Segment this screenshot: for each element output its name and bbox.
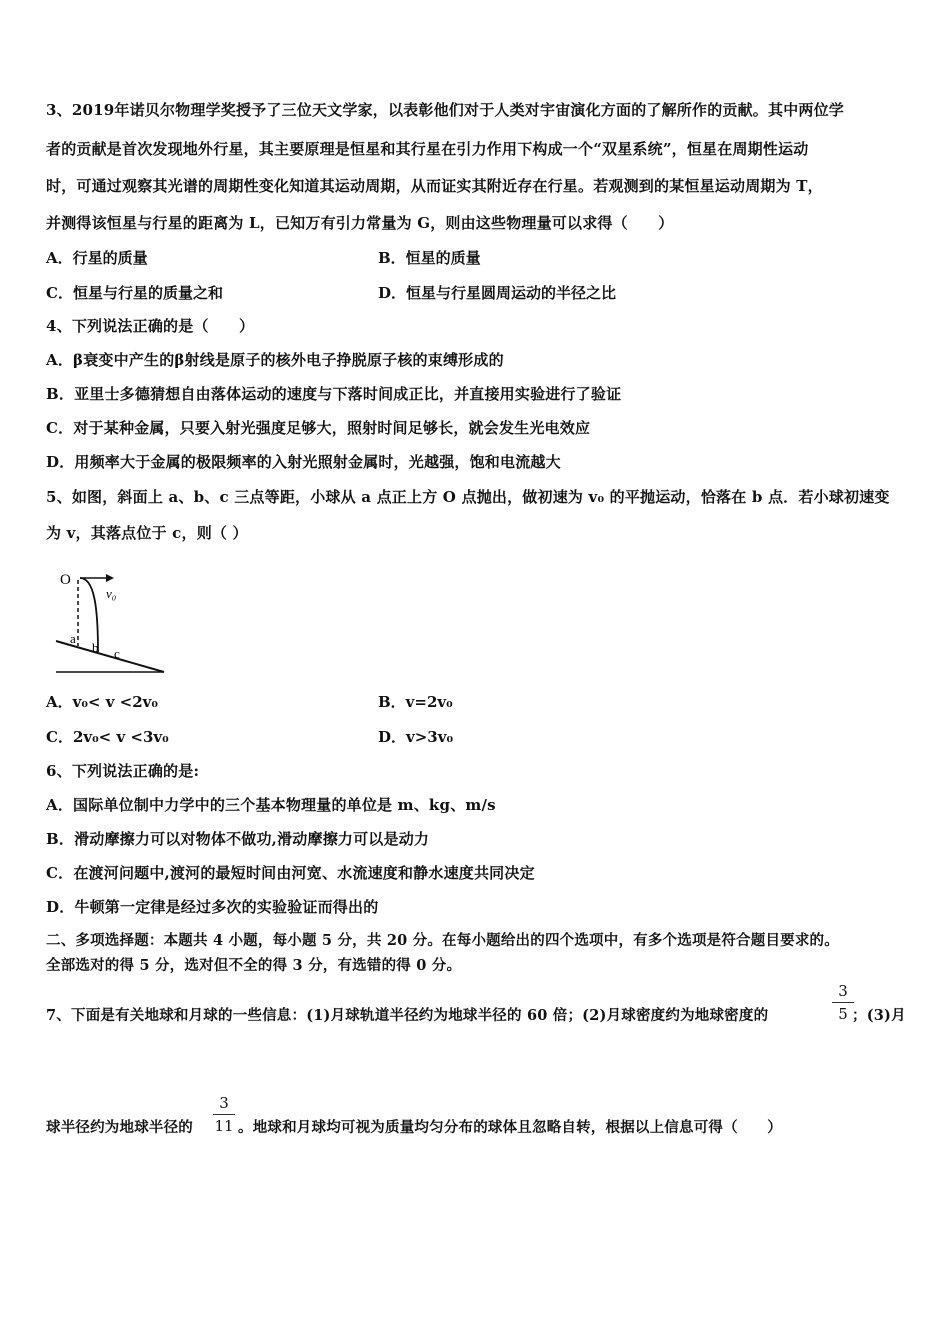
q6-option-b: B．滑动摩擦力可以对物体不做功,滑动摩擦力可以是动力 [46, 830, 430, 848]
q6-option-a: A．国际单位制中力学中的三个基本物理量的单位是 m、kg、m/s [46, 796, 496, 814]
q5-option-row-2 [46, 727, 454, 747]
q7-fraction-1 [832, 982, 854, 1023]
fraction-bar [213, 1114, 235, 1115]
q3-option-a: A．行星的质量 [46, 249, 148, 267]
q3-line-1: 3、2019年诺贝尔物理学奖授予了三位天文学家，以表彰他们对于人类对宇宙演化方面的了解所作的贡献。其中两位学 [46, 101, 844, 119]
q3-option-b: B．恒星的质量 [378, 249, 481, 267]
q3-line-2: 者的贡献是首次发现地外行星，其主要原理是恒星和其行星在引力作用下构成一个“双星系统”，恒星在周期性运动 [46, 140, 809, 158]
section2-line-2: 全部选对的得 5 分，选对但不全的得 3 分，有选错的得 0 分。 [46, 957, 462, 974]
q4-option-c: C．对于某种金属，只要入射光强度足够大，照射时间足够长，就会发生光电效应 [46, 419, 591, 437]
q3-option-d: D．恒星与行星圆周运动的半径之比 [378, 284, 617, 302]
q7-line-2-suffix: 。地球和月球均可视为质量均匀分布的球体且忽略自转，根据以上信息可得（ ） [238, 1119, 782, 1136]
velocity-arrowhead [106, 574, 114, 582]
q5-line-2: 为 v，其落点位于 c，则（ ） [46, 524, 248, 542]
q5-option-b: B．v=2v₀ [378, 693, 453, 711]
label-v0: v₀ [106, 586, 117, 601]
q5-option-a: A．v₀< v <2v₀ [46, 693, 158, 711]
q3-option-row-1 [46, 248, 481, 268]
q4-option-b: B．亚里士多德猜想自由落体运动的速度与下落时间成正比，并直接用实验进行了验证 [46, 385, 622, 403]
label-b: b [92, 640, 99, 655]
label-c: c [114, 646, 120, 661]
q7-line-1-suffix: ；(3)月 [852, 1007, 906, 1024]
q4-stem: 4、下列说法正确的是（ ） [46, 317, 255, 335]
q3-line-4: 并测得该恒星与行星的距离为 L，已知万有引力常量为 G，则由这些物理量可以求得（ ） [46, 214, 674, 232]
label-o: O [60, 572, 71, 588]
q7-fraction-2 [213, 1094, 235, 1135]
q6-stem: 6、下列说法正确的是: [46, 762, 200, 780]
q5-option-d: D．v>3v₀ [378, 728, 454, 746]
q7-frac2-denominator: 11 [214, 1117, 234, 1135]
q6-option-c: C．在渡河问题中,渡河的最短时间由河宽、水流速度和静水速度共同决定 [46, 864, 535, 882]
q7-frac1-denominator: 5 [838, 1005, 848, 1023]
q4-option-a: A．β衰变中产生的β射线是原子的核外电子挣脱原子核的束缚形成的 [46, 351, 504, 369]
q7-frac2-numerator: 3 [219, 1094, 229, 1112]
q3-line-3: 时，可通过观察其光谱的周期性变化知道其运动周期，从而证实其附近存在行星。若观测到的某恒星运动周期为 T， [46, 177, 823, 195]
q5-option-row-1 [46, 692, 453, 712]
q3-option-row-2 [46, 283, 617, 303]
label-a: a [70, 631, 76, 646]
fraction-bar [832, 1002, 854, 1003]
q4-option-d: D．用频率大于金属的极限频率的入射光照射金属时，光越强，饱和电流越大 [46, 453, 561, 471]
q7-line-2-prefix: 球半径约为地球半径的 [46, 1119, 193, 1136]
q3-option-c: C．恒星与行星的质量之和 [46, 284, 223, 302]
q7-line-1-prefix: 7、下面是有关地球和月球的一些信息：(1)月球轨道半径约为地球半径的 60 倍；(2)月球密度约为地球密度的 [46, 1007, 769, 1024]
q5-option-c: C．2v₀< v <3v₀ [46, 728, 169, 746]
q6-option-d: D．牛顿第一定律是经过多次的实验验证而得出的 [46, 898, 379, 916]
q5-line-1: 5、如图，斜面上 a、b、c 三点等距，小球从 a 点正上方 O 点抛出，做初速为 v₀ 的平抛运动，恰落在 b 点．若小球初速变 [46, 488, 890, 506]
section2-line-1: 二、多项选择题：本题共 4 小题，每小题 5 分，共 20 分。在每小题给出的四个选项中，有多个选项是符合题目要求的。 [46, 932, 839, 949]
q7-frac1-numerator: 3 [838, 982, 848, 1000]
projectile-incline-figure [54, 566, 168, 678]
